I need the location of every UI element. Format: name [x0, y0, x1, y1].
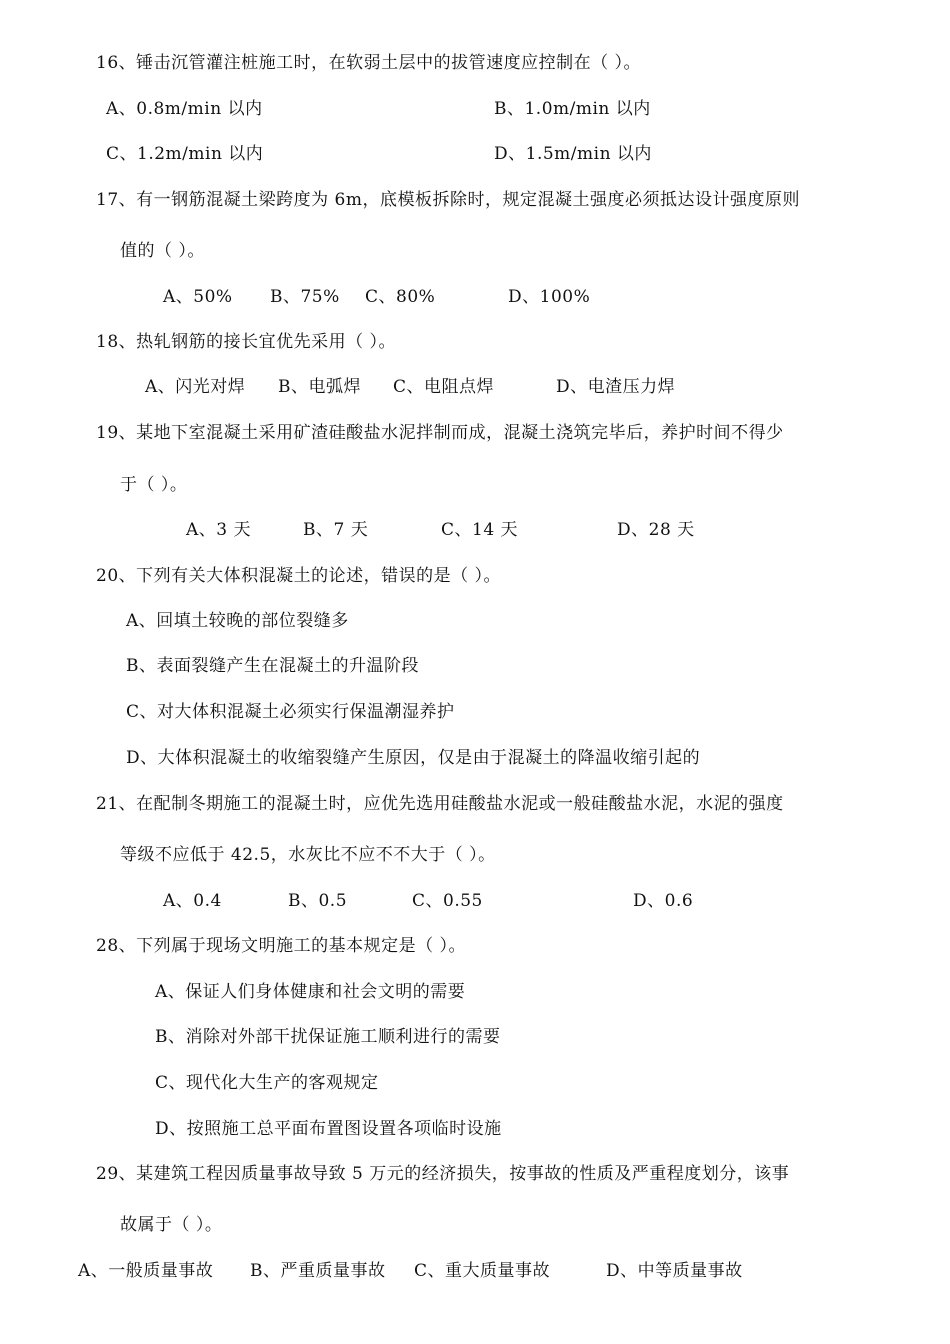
q29-option-c: C、重大质量事故 [414, 1261, 551, 1281]
q29-option-a: A、一般质量事故 [78, 1261, 214, 1281]
q18-option-c: C、电阻点焊 [393, 377, 495, 397]
q21-stem-line1: 21、在配制冬期施工的混凝土时，应优先选用硅酸盐水泥或一般硅酸盐水泥，水泥的强度 [96, 794, 784, 814]
q19-option-a: A、3 天 [186, 520, 251, 540]
q17-stem-line1: 17、有一钢筋混凝土梁跨度为 6m，底模板拆除时，规定混凝土强度必须抵达设计强度原则 [96, 190, 800, 210]
q20-stem: 20、下列有关大体积混凝土的论述，错误的是（ ）。 [96, 566, 502, 586]
q21-option-d: D、0.6 [633, 891, 694, 911]
q16-option-d: D、1.5m/min 以内 [494, 144, 652, 164]
q21-option-a: A、0.4 [163, 891, 222, 911]
q18-option-b: B、电弧焊 [278, 377, 361, 397]
q28-option-b: B、消除对外部干扰保证施工顺利进行的需要 [155, 1027, 501, 1047]
q16-option-b: B、1.0m/min 以内 [494, 99, 651, 119]
q16-option-c: C、1.2m/min 以内 [106, 144, 264, 164]
q17-option-c: C、80% [365, 287, 436, 307]
q17-option-a: A、50% [163, 287, 233, 307]
q21-stem-line2: 等级不应低于 42.5，水灰比不应不不大于（ ）。 [120, 845, 496, 865]
q17-option-d: D、100% [508, 287, 591, 307]
q19-stem-line1: 19、某地下室混凝土采用矿渣硅酸盐水泥拌制而成，混凝土浇筑完毕后，养护时间不得少 [96, 423, 784, 443]
q28-option-a: A、保证人们身体健康和社会文明的需要 [155, 982, 466, 1002]
q29-stem-line1: 29、某建筑工程因质量事故导致 5 万元的经济损失，按事故的性质及严重程度划分，该事 [96, 1164, 790, 1184]
q29-option-d: D、中等质量事故 [606, 1261, 743, 1281]
q16-stem: 16、锤击沉管灌注桩施工时，在软弱土层中的拔管速度应控制在（ ）。 [96, 53, 642, 73]
q19-option-c: C、14 天 [441, 520, 519, 540]
q17-option-b: B、75% [270, 287, 340, 307]
q28-option-d: D、按照施工总平面布置图设置各项临时设施 [155, 1119, 502, 1139]
q19-stem-line2: 于（ ）。 [120, 475, 188, 495]
q21-option-b: B、0.5 [288, 891, 348, 911]
q28-stem: 28、下列属于现场文明施工的基本规定是（ ）。 [96, 936, 467, 956]
q20-option-d: D、大体积混凝土的收缩裂缝产生原因，仅是由于混凝土的降温收缩引起的 [126, 748, 701, 768]
q19-option-b: B、7 天 [303, 520, 369, 540]
q18-option-d: D、电渣压力焊 [556, 377, 676, 397]
q29-stem-line2: 故属于（ ）。 [120, 1215, 223, 1235]
q16-option-a: A、0.8m/min 以内 [106, 99, 263, 119]
q18-option-a: A、闪光对焊 [145, 377, 246, 397]
q20-option-b: B、表面裂缝产生在混凝土的升温阶段 [126, 656, 419, 676]
q28-option-c: C、现代化大生产的客观规定 [155, 1073, 379, 1093]
q19-option-d: D、28 天 [617, 520, 695, 540]
q29-option-b: B、严重质量事故 [250, 1261, 386, 1281]
q21-option-c: C、0.55 [412, 891, 483, 911]
q20-option-c: C、对大体积混凝土必须实行保温潮湿养护 [126, 702, 455, 722]
q20-option-a: A、回填土较晚的部位裂缝多 [126, 611, 349, 631]
q17-stem-line2: 值的（ ）。 [120, 241, 205, 261]
q18-stem: 18、热轧钢筋的接长宜优先采用（ ）。 [96, 332, 397, 352]
